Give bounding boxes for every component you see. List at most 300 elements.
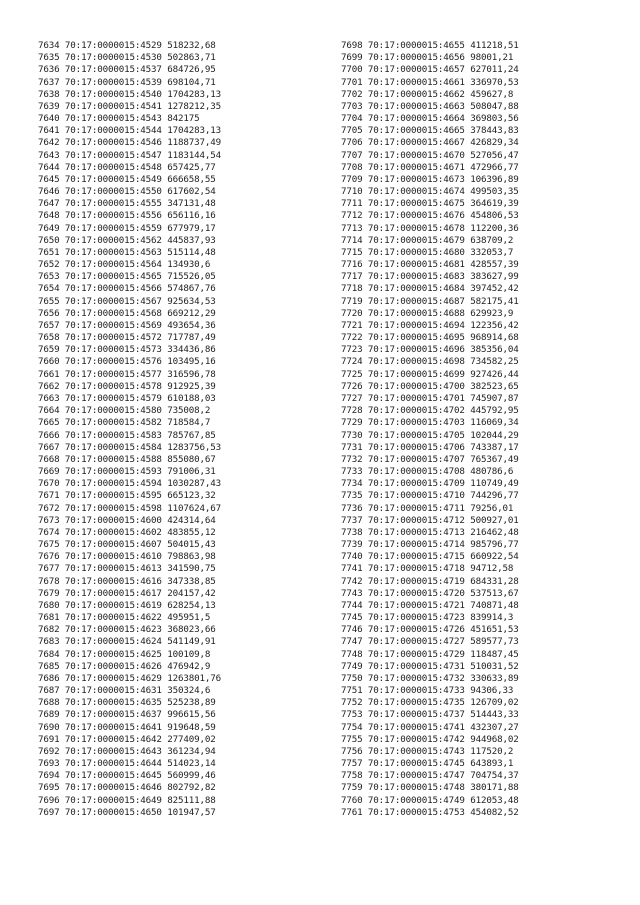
cadastral-number: 70:17:0000015:4631 bbox=[64, 685, 162, 697]
list-item bbox=[38, 782, 221, 794]
list-item bbox=[341, 746, 519, 758]
value: 612053,48 bbox=[470, 794, 519, 806]
cadastral-number: 70:17:0000015:4688 bbox=[367, 307, 465, 319]
list-item bbox=[341, 174, 519, 186]
cadastral-number: 70:17:0000015:4610 bbox=[64, 551, 162, 563]
list-item bbox=[341, 369, 519, 381]
row-number: 7670 bbox=[38, 478, 60, 490]
list-item bbox=[341, 283, 519, 295]
row-number: 7711 bbox=[341, 198, 363, 210]
cadastral-number: 70:17:0000015:4698 bbox=[367, 356, 465, 368]
cadastral-number: 70:17:0000015:4714 bbox=[367, 539, 465, 551]
cadastral-number: 70:17:0000015:4737 bbox=[367, 709, 465, 721]
row-number: 7655 bbox=[38, 295, 60, 307]
list-item bbox=[341, 162, 519, 174]
list-item bbox=[341, 527, 519, 539]
list-item bbox=[38, 137, 221, 149]
cadastral-number: 70:17:0000015:4721 bbox=[367, 599, 465, 611]
cadastral-number: 70:17:0000015:4747 bbox=[367, 770, 465, 782]
list-item bbox=[38, 551, 221, 563]
row-number: 7694 bbox=[38, 770, 60, 782]
list-item bbox=[341, 673, 519, 685]
list-item bbox=[38, 344, 221, 356]
cadastral-number: 70:17:0000015:4637 bbox=[64, 709, 162, 721]
row-number: 7652 bbox=[38, 259, 60, 271]
row-number: 7733 bbox=[341, 466, 363, 478]
row-number: 7741 bbox=[341, 563, 363, 575]
value: 684726,95 bbox=[167, 64, 216, 76]
value: 116069,34 bbox=[470, 417, 519, 429]
cadastral-number: 70:17:0000015:4607 bbox=[64, 539, 162, 551]
list-item bbox=[38, 576, 221, 588]
row-number: 7747 bbox=[341, 636, 363, 648]
value: 378443,83 bbox=[470, 125, 519, 137]
list-item bbox=[341, 417, 519, 429]
cadastral-number: 70:17:0000015:4753 bbox=[367, 806, 465, 818]
list-item bbox=[38, 515, 221, 527]
value: 500927,01 bbox=[470, 514, 519, 526]
cadastral-number: 70:17:0000015:4662 bbox=[367, 88, 465, 100]
row-number: 7676 bbox=[38, 551, 60, 563]
row-number: 7757 bbox=[341, 758, 363, 770]
row-number: 7690 bbox=[38, 721, 60, 733]
cadastral-number: 70:17:0000015:4573 bbox=[64, 344, 162, 356]
value: 1183144,54 bbox=[167, 149, 222, 161]
cadastral-number: 70:17:0000015:4580 bbox=[64, 405, 162, 417]
value: 985796,77 bbox=[470, 539, 519, 551]
value: 411218,51 bbox=[470, 40, 519, 51]
value: 627011,24 bbox=[470, 64, 519, 76]
cadastral-number: 70:17:0000015:4680 bbox=[367, 246, 465, 258]
row-number: 7759 bbox=[341, 782, 363, 794]
row-number: 7662 bbox=[38, 380, 60, 392]
cadastral-number: 70:17:0000015:4530 bbox=[64, 52, 162, 64]
list-item bbox=[38, 283, 221, 295]
row-number: 7734 bbox=[341, 478, 363, 490]
value: 855080,67 bbox=[167, 453, 216, 465]
list-item bbox=[341, 101, 519, 113]
value: 472966,77 bbox=[470, 161, 519, 173]
value: 397452,42 bbox=[470, 283, 519, 295]
value: 341590,75 bbox=[167, 563, 216, 575]
cadastral-number: 70:17:0000015:4555 bbox=[64, 198, 162, 210]
list-item bbox=[38, 259, 221, 271]
value: 802792,82 bbox=[167, 782, 216, 794]
value: 102044,29 bbox=[470, 429, 519, 441]
cadastral-number: 70:17:0000015:4629 bbox=[64, 672, 162, 684]
list-item bbox=[341, 515, 519, 527]
cadastral-number: 70:17:0000015:4564 bbox=[64, 259, 162, 271]
list-item bbox=[341, 235, 519, 247]
row-number: 7717 bbox=[341, 271, 363, 283]
cadastral-number: 70:17:0000015:4748 bbox=[367, 782, 465, 794]
value: 717787,49 bbox=[167, 332, 216, 344]
row-number: 7636 bbox=[38, 64, 60, 76]
value: 925634,53 bbox=[167, 295, 216, 307]
row-number: 7703 bbox=[341, 100, 363, 112]
list-item bbox=[341, 247, 519, 259]
list-item bbox=[38, 113, 221, 125]
value: 112200,36 bbox=[470, 222, 519, 234]
value: 1107624,67 bbox=[167, 502, 222, 514]
list-item bbox=[38, 150, 221, 162]
row-number: 7664 bbox=[38, 405, 60, 417]
value: 79256,01 bbox=[470, 502, 514, 514]
cadastral-number: 70:17:0000015:4543 bbox=[64, 113, 162, 125]
row-number: 7727 bbox=[341, 392, 363, 404]
cadastral-number: 70:17:0000015:4565 bbox=[64, 271, 162, 283]
value: 574867,76 bbox=[167, 283, 216, 295]
row-number: 7760 bbox=[341, 794, 363, 806]
row-number: 7743 bbox=[341, 587, 363, 599]
value: 734582,25 bbox=[470, 356, 519, 368]
row-number: 7748 bbox=[341, 648, 363, 660]
list-item bbox=[38, 223, 221, 235]
row-number: 7719 bbox=[341, 295, 363, 307]
cadastral-number: 70:17:0000015:4745 bbox=[367, 758, 465, 770]
row-number: 7640 bbox=[38, 113, 60, 125]
list-item bbox=[38, 125, 221, 137]
row-number: 7710 bbox=[341, 186, 363, 198]
value: 629923,9 bbox=[470, 307, 514, 319]
value: 825111,88 bbox=[167, 794, 216, 806]
value: 715526,05 bbox=[167, 271, 216, 283]
value: 126709,02 bbox=[470, 697, 519, 709]
list-item bbox=[38, 746, 221, 758]
value: 560999,46 bbox=[167, 770, 216, 782]
value: 617602,54 bbox=[167, 186, 216, 198]
row-number: 7724 bbox=[341, 356, 363, 368]
list-item bbox=[38, 186, 221, 198]
value: 510031,52 bbox=[470, 660, 519, 672]
cadastral-number: 70:17:0000015:4703 bbox=[367, 417, 465, 429]
row-number: 7721 bbox=[341, 319, 363, 331]
cadastral-number: 70:17:0000015:4726 bbox=[367, 624, 465, 636]
cadastral-number: 70:17:0000015:4622 bbox=[64, 612, 162, 624]
cadastral-number: 70:17:0000015:4673 bbox=[367, 173, 465, 185]
row-number: 7700 bbox=[341, 64, 363, 76]
value: 364619,39 bbox=[470, 198, 519, 210]
value: 277409,02 bbox=[167, 733, 216, 745]
cadastral-number: 70:17:0000015:4749 bbox=[367, 794, 465, 806]
list-item bbox=[38, 162, 221, 174]
cadastral-number: 70:17:0000015:4562 bbox=[64, 234, 162, 246]
row-number: 7666 bbox=[38, 429, 60, 441]
list-item bbox=[341, 503, 519, 515]
row-number: 7745 bbox=[341, 612, 363, 624]
cadastral-number: 70:17:0000015:4694 bbox=[367, 319, 465, 331]
list-item bbox=[38, 320, 221, 332]
row-number: 7754 bbox=[341, 721, 363, 733]
list-item bbox=[38, 101, 221, 113]
value: 518232,68 bbox=[167, 40, 216, 51]
value: 660922,54 bbox=[470, 551, 519, 563]
list-item bbox=[38, 393, 221, 405]
row-number: 7657 bbox=[38, 319, 60, 331]
list-item bbox=[341, 600, 519, 612]
cadastral-number: 70:17:0000015:4719 bbox=[367, 575, 465, 587]
row-number: 7678 bbox=[38, 575, 60, 587]
value: 336970,53 bbox=[470, 76, 519, 88]
row-number: 7744 bbox=[341, 599, 363, 611]
value: 1283756,53 bbox=[167, 441, 222, 453]
row-number: 7712 bbox=[341, 210, 363, 222]
cadastral-number: 70:17:0000015:4541 bbox=[64, 100, 162, 112]
cadastral-number: 70:17:0000015:4729 bbox=[367, 648, 465, 660]
value: 740871,48 bbox=[470, 599, 519, 611]
list-item bbox=[38, 40, 221, 52]
cadastral-number: 70:17:0000015:4568 bbox=[64, 307, 162, 319]
cadastral-number: 70:17:0000015:4671 bbox=[367, 161, 465, 173]
row-number: 7706 bbox=[341, 137, 363, 149]
row-number: 7704 bbox=[341, 113, 363, 125]
row-number: 7738 bbox=[341, 526, 363, 538]
list-item bbox=[341, 539, 519, 551]
row-number: 7673 bbox=[38, 514, 60, 526]
list-item bbox=[341, 308, 519, 320]
list-item bbox=[38, 89, 221, 101]
row-number: 7635 bbox=[38, 52, 60, 64]
cadastral-number: 70:17:0000015:4600 bbox=[64, 514, 162, 526]
cadastral-number: 70:17:0000015:4701 bbox=[367, 392, 465, 404]
value: 98001,21 bbox=[470, 52, 514, 64]
row-number: 7639 bbox=[38, 100, 60, 112]
list-item bbox=[38, 709, 221, 721]
list-item bbox=[341, 466, 519, 478]
list-item bbox=[341, 478, 519, 490]
row-number: 7707 bbox=[341, 149, 363, 161]
value: 117520,2 bbox=[470, 745, 514, 757]
value: 347131,48 bbox=[167, 198, 216, 210]
cadastral-number: 70:17:0000015:4643 bbox=[64, 745, 162, 757]
list-item bbox=[38, 685, 221, 697]
list-item bbox=[341, 332, 519, 344]
list-item bbox=[341, 113, 519, 125]
list-item bbox=[341, 150, 519, 162]
list-item bbox=[38, 770, 221, 782]
value: 628254,13 bbox=[167, 599, 216, 611]
value: 216462,48 bbox=[470, 526, 519, 538]
list-item bbox=[341, 588, 519, 600]
value: 842175 bbox=[167, 113, 200, 125]
value: 508047,88 bbox=[470, 100, 519, 112]
row-number: 7648 bbox=[38, 210, 60, 222]
cadastral-number: 70:17:0000015:4529 bbox=[64, 40, 162, 51]
row-number: 7642 bbox=[38, 137, 60, 149]
row-number: 7698 bbox=[341, 40, 363, 51]
value: 204157,42 bbox=[167, 587, 216, 599]
row-number: 7739 bbox=[341, 539, 363, 551]
row-number: 7653 bbox=[38, 271, 60, 283]
value: 785767,85 bbox=[167, 429, 216, 441]
value: 643893,1 bbox=[470, 758, 514, 770]
value: 454082,52 bbox=[470, 806, 519, 818]
value: 610188,03 bbox=[167, 392, 216, 404]
value: 745907,87 bbox=[470, 392, 519, 404]
row-number: 7753 bbox=[341, 709, 363, 721]
list-item bbox=[38, 405, 221, 417]
cadastral-number: 70:17:0000015:4584 bbox=[64, 441, 162, 453]
list-item bbox=[341, 709, 519, 721]
value: 493654,36 bbox=[167, 319, 216, 331]
list-item bbox=[38, 490, 221, 502]
cadastral-number: 70:17:0000015:4593 bbox=[64, 466, 162, 478]
cadastral-number: 70:17:0000015:4718 bbox=[367, 563, 465, 575]
list-item bbox=[38, 503, 221, 515]
cadastral-number: 70:17:0000015:4569 bbox=[64, 319, 162, 331]
value: 369803,56 bbox=[470, 113, 519, 125]
list-item bbox=[38, 356, 221, 368]
cadastral-number: 70:17:0000015:4727 bbox=[367, 636, 465, 648]
row-number: 7665 bbox=[38, 417, 60, 429]
row-number: 7728 bbox=[341, 405, 363, 417]
cadastral-number: 70:17:0000015:4667 bbox=[367, 137, 465, 149]
row-number: 7737 bbox=[341, 514, 363, 526]
cadastral-number: 70:17:0000015:4613 bbox=[64, 563, 162, 575]
row-number: 7656 bbox=[38, 307, 60, 319]
list-item bbox=[38, 697, 221, 709]
cadastral-number: 70:17:0000015:4665 bbox=[367, 125, 465, 137]
cadastral-number: 70:17:0000015:4661 bbox=[367, 76, 465, 88]
cadastral-number: 70:17:0000015:4644 bbox=[64, 758, 162, 770]
value: 502863,71 bbox=[167, 52, 216, 64]
value: 1030287,43 bbox=[167, 478, 222, 490]
row-number: 7749 bbox=[341, 660, 363, 672]
value: 426829,34 bbox=[470, 137, 519, 149]
value: 1704283,13 bbox=[167, 88, 222, 100]
value: 118487,45 bbox=[470, 648, 519, 660]
value: 744296,77 bbox=[470, 490, 519, 502]
cadastral-number: 70:17:0000015:4583 bbox=[64, 429, 162, 441]
row-number: 7722 bbox=[341, 332, 363, 344]
value: 839914,3 bbox=[470, 612, 514, 624]
value: 514443,33 bbox=[470, 709, 519, 721]
row-number: 7695 bbox=[38, 782, 60, 794]
list-item bbox=[341, 551, 519, 563]
row-number: 7679 bbox=[38, 587, 60, 599]
list-item bbox=[38, 430, 221, 442]
row-number: 7696 bbox=[38, 794, 60, 806]
cadastral-number: 70:17:0000015:4743 bbox=[367, 745, 465, 757]
cadastral-number: 70:17:0000015:4710 bbox=[367, 490, 465, 502]
value: 684331,28 bbox=[470, 575, 519, 587]
value: 657425,77 bbox=[167, 161, 216, 173]
cadastral-number: 70:17:0000015:4550 bbox=[64, 186, 162, 198]
list-item bbox=[341, 344, 519, 356]
list-item bbox=[38, 332, 221, 344]
value: 996615,56 bbox=[167, 709, 216, 721]
list-item bbox=[38, 210, 221, 222]
value: 316596,78 bbox=[167, 368, 216, 380]
row-number: 7723 bbox=[341, 344, 363, 356]
value: 499503,35 bbox=[470, 186, 519, 198]
list-item bbox=[341, 661, 519, 673]
cadastral-number: 70:17:0000015:4559 bbox=[64, 222, 162, 234]
row-number: 7645 bbox=[38, 173, 60, 185]
value: 347338,85 bbox=[167, 575, 216, 587]
cadastral-number: 70:17:0000015:4537 bbox=[64, 64, 162, 76]
list-item bbox=[38, 624, 221, 636]
row-number: 7726 bbox=[341, 380, 363, 392]
row-number: 7667 bbox=[38, 441, 60, 453]
value: 483855,12 bbox=[167, 526, 216, 538]
value: 110749,49 bbox=[470, 478, 519, 490]
list-item bbox=[341, 442, 519, 454]
list-item bbox=[38, 296, 221, 308]
cadastral-number: 70:17:0000015:4675 bbox=[367, 198, 465, 210]
value: 698104,71 bbox=[167, 76, 216, 88]
value: 541149,91 bbox=[167, 636, 216, 648]
list-item bbox=[38, 563, 221, 575]
list-item bbox=[38, 381, 221, 393]
cadastral-number: 70:17:0000015:4657 bbox=[367, 64, 465, 76]
list-item bbox=[38, 235, 221, 247]
list-item bbox=[341, 393, 519, 405]
list-item bbox=[341, 77, 519, 89]
cadastral-number: 70:17:0000015:4572 bbox=[64, 332, 162, 344]
row-number: 7684 bbox=[38, 648, 60, 660]
row-number: 7677 bbox=[38, 563, 60, 575]
row-number: 7746 bbox=[341, 624, 363, 636]
cadastral-number: 70:17:0000015:4681 bbox=[367, 259, 465, 271]
list-item bbox=[341, 636, 519, 648]
row-number: 7686 bbox=[38, 672, 60, 684]
cadastral-number: 70:17:0000015:4723 bbox=[367, 612, 465, 624]
value: 919648,59 bbox=[167, 721, 216, 733]
list-item bbox=[38, 77, 221, 89]
cadastral-number: 70:17:0000015:4623 bbox=[64, 624, 162, 636]
cadastral-number: 70:17:0000015:4706 bbox=[367, 441, 465, 453]
list-item bbox=[341, 770, 519, 782]
cadastral-number: 70:17:0000015:4594 bbox=[64, 478, 162, 490]
list-item bbox=[341, 210, 519, 222]
row-number: 7691 bbox=[38, 733, 60, 745]
value: 361234,94 bbox=[167, 745, 216, 757]
list-item bbox=[38, 539, 221, 551]
row-number: 7708 bbox=[341, 161, 363, 173]
row-number: 7758 bbox=[341, 770, 363, 782]
cadastral-number: 70:17:0000015:4602 bbox=[64, 526, 162, 538]
row-number: 7680 bbox=[38, 599, 60, 611]
list-item bbox=[38, 722, 221, 734]
cadastral-number: 70:17:0000015:4579 bbox=[64, 392, 162, 404]
cadastral-number: 70:17:0000015:4650 bbox=[64, 806, 162, 818]
list-item bbox=[38, 673, 221, 685]
row-number: 7671 bbox=[38, 490, 60, 502]
row-number: 7672 bbox=[38, 502, 60, 514]
right-column bbox=[341, 40, 519, 819]
list-item bbox=[38, 527, 221, 539]
list-item bbox=[341, 198, 519, 210]
value: 428557,39 bbox=[470, 259, 519, 271]
cadastral-number: 70:17:0000015:4595 bbox=[64, 490, 162, 502]
cadastral-number: 70:17:0000015:4733 bbox=[367, 685, 465, 697]
value: 669212,29 bbox=[167, 307, 216, 319]
row-number: 7713 bbox=[341, 222, 363, 234]
value: 927426,44 bbox=[470, 368, 519, 380]
value: 94306,33 bbox=[470, 685, 514, 697]
cadastral-number: 70:17:0000015:4664 bbox=[367, 113, 465, 125]
value: 350324,6 bbox=[167, 685, 211, 697]
row-number: 7697 bbox=[38, 806, 60, 818]
value: 480786,6 bbox=[470, 466, 514, 478]
value: 677979,17 bbox=[167, 222, 216, 234]
list-item bbox=[341, 758, 519, 770]
value: 382523,65 bbox=[470, 380, 519, 392]
value: 665123,32 bbox=[167, 490, 216, 502]
cadastral-number: 70:17:0000015:4713 bbox=[367, 526, 465, 538]
cadastral-number: 70:17:0000015:4645 bbox=[64, 770, 162, 782]
